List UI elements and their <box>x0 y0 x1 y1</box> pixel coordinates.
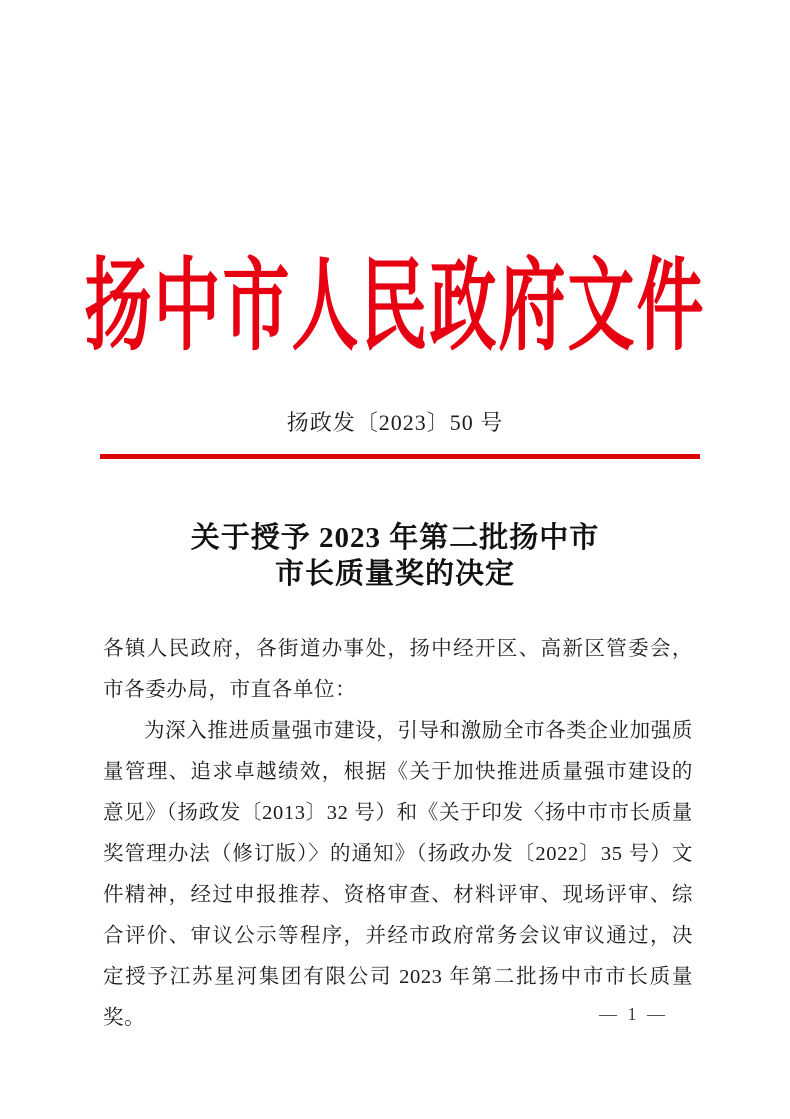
document-number: 扬政发〔2023〕50 号 <box>286 410 504 435</box>
document-title-line2: 市长质量奖的决定 <box>274 558 515 590</box>
red-divider <box>100 454 700 459</box>
salutation: 各镇人民政府，各街道办事处，扬中经开区、高新区管委会，市各委办局，市直各单位： <box>103 638 693 701</box>
masthead-title: 扬中市人民政府文件 <box>84 252 706 363</box>
document-title-line1: 关于授予 2023 年第二批扬中市 <box>190 522 600 554</box>
body-paragraph: 为深入推进质量强市建设，引导和激励全市各类企业加强质量管理、追求卓越绩效，根据《关于加快推进质量强市建设的意见》（扬政发〔2013〕32 号）和《关于印发〈扬中市市长质量奖管理办法（修订版）〉的通知》（扬政办发〔2022〕35 号）文件精神，经过申报推荐、资格审查、材料评审、现场评审、综合评价、审议公示等程序，并经市政府常务会议审议通过，决定授予江苏星河集团有限公司 2023 年第二批扬中市市长质量奖。 <box>103 720 693 1029</box>
page-number: — 1 — <box>599 1004 668 1024</box>
document-title <box>0 520 790 592</box>
document-body <box>103 629 693 1039</box>
